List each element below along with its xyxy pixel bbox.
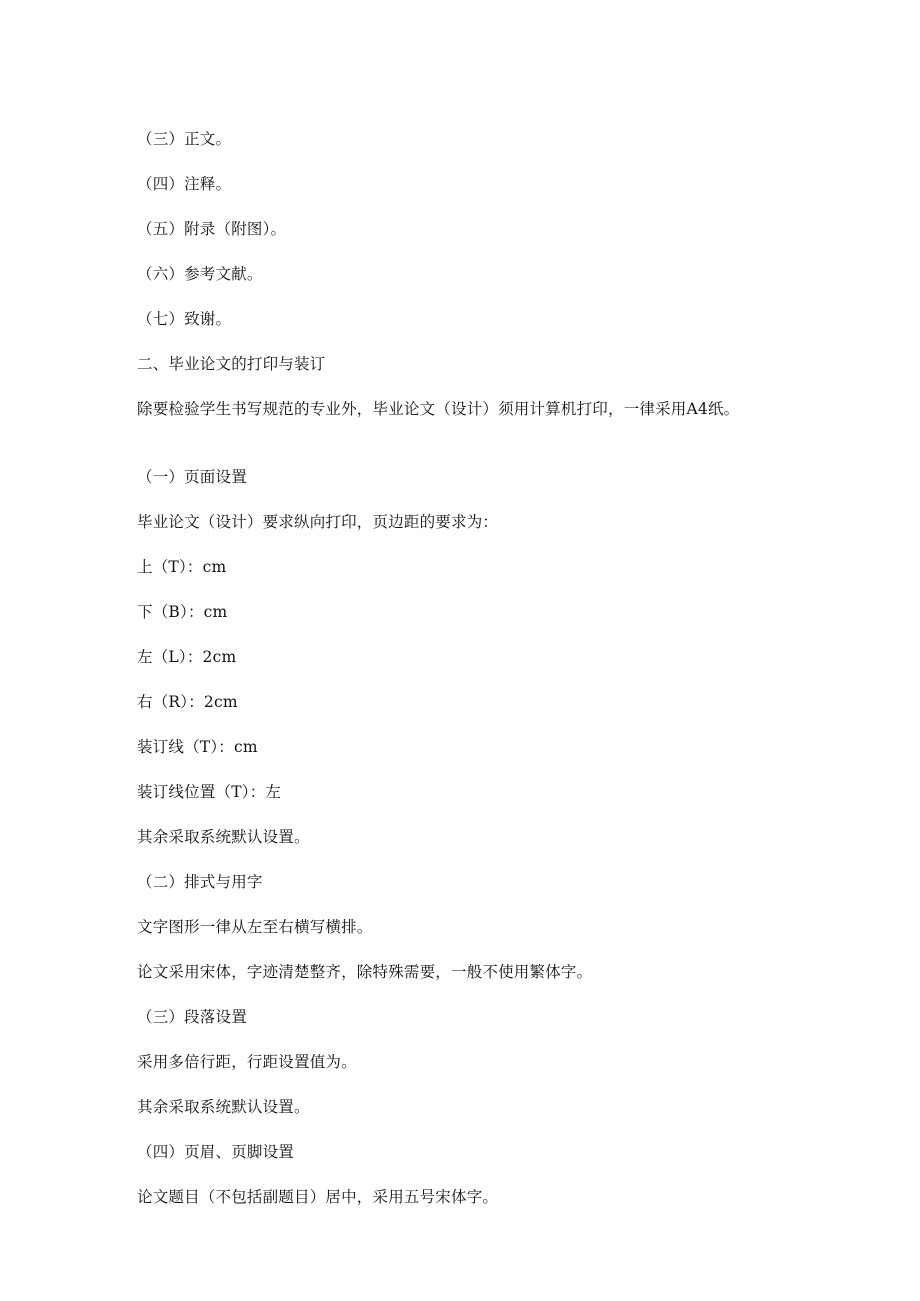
section-heading-printing-binding: 二、毕业论文的打印与装订	[137, 354, 326, 373]
paragraph-default-settings-2: 其余采取系统默认设置。	[137, 1097, 310, 1116]
paragraph-main-text: （三）正文。	[137, 129, 232, 148]
paragraph-text-direction: 文字图形一律从左至右横写横排。	[137, 917, 373, 936]
subheading-header-footer: （四）页眉、页脚设置	[137, 1142, 295, 1161]
paragraph-notes: （四）注释。	[137, 174, 232, 193]
paragraph-appendix: （五）附录（附图）。	[137, 219, 287, 238]
paragraph-font-requirement: 论文采用宋体，字迹清楚整齐，除特殊需要，一般不使用繁体字。	[137, 962, 593, 981]
margin-top: 上（T）：cm	[137, 557, 227, 576]
gutter-size: 装订线（T）：cm	[137, 737, 258, 756]
subheading-paragraph-settings: （三）段落设置	[137, 1007, 247, 1026]
gutter-position: 装订线位置（T）：左	[137, 782, 282, 801]
paragraph-default-settings: 其余采取系统默认设置。	[137, 827, 310, 846]
margin-bottom: 下（B）：cm	[137, 602, 228, 621]
paragraph-line-spacing: 采用多倍行距，行距设置值为。	[137, 1052, 357, 1071]
subheading-page-setup: （一）页面设置	[137, 467, 247, 486]
paragraph-header-title: 论文题目（不包括副题目）居中，采用五号宋体字。	[137, 1187, 499, 1206]
paragraph-acknowledgements: （七）致谢。	[137, 309, 232, 328]
margin-right: 右（R）：2cm	[137, 692, 238, 711]
subheading-layout-typeface: （二）排式与用字	[137, 872, 263, 891]
paragraph-margin-intro: 毕业论文（设计）要求纵向打印，页边距的要求为：	[137, 512, 499, 531]
paragraph-references: （六）参考文献。	[137, 264, 263, 283]
margin-left: 左（L）：2cm	[137, 647, 237, 666]
paragraph-printing-requirement: 除要检验学生书写规范的专业外，毕业论文（设计）须用计算机打印，一律采用A4纸。	[137, 399, 740, 418]
